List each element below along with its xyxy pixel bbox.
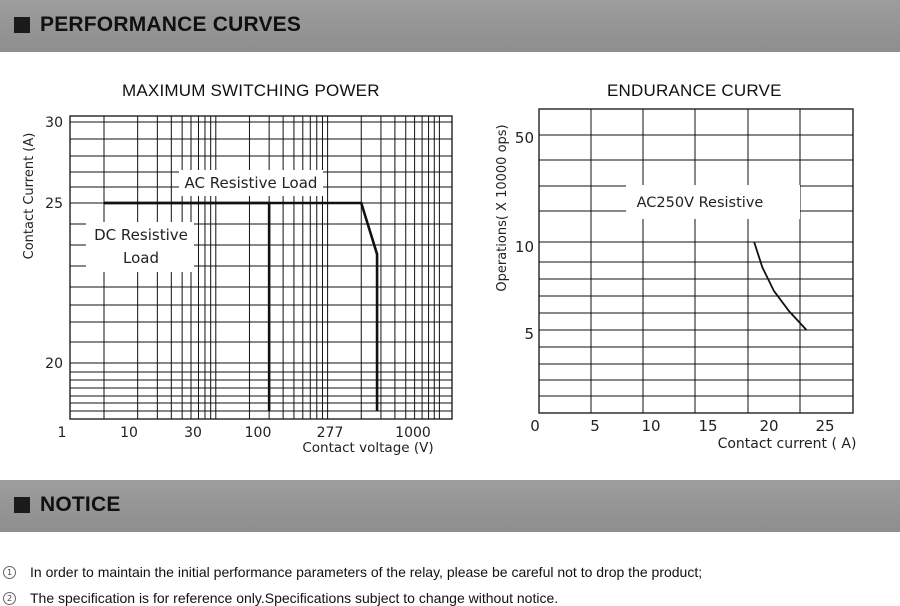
x-tick-label: 1 bbox=[57, 425, 67, 441]
notice-item bbox=[0, 590, 900, 606]
y-axis-label: Contact Current (A) bbox=[22, 132, 37, 260]
dc-resistive-load-label: Load bbox=[123, 249, 159, 267]
notice-title: NOTICE bbox=[40, 493, 121, 516]
ac250v-resistive-curve bbox=[754, 242, 806, 330]
y-tick-label: 25 bbox=[45, 196, 63, 212]
x-tick-label: 25 bbox=[815, 417, 835, 435]
y-tick-label: 5 bbox=[524, 325, 534, 343]
performance-curves-title: PERFORMANCE CURVES bbox=[40, 13, 302, 36]
y-tick-label: 10 bbox=[514, 238, 534, 256]
ac250v-resistive-label: AC250V Resistive bbox=[636, 195, 764, 211]
x-tick-label: 30 bbox=[184, 425, 202, 441]
section-square-icon bbox=[14, 497, 30, 513]
x-tick-label: 20 bbox=[759, 417, 779, 435]
switching-power-chart-title: MAXIMUM SWITCHING POWER bbox=[122, 81, 380, 100]
y-tick-label: 30 bbox=[45, 115, 63, 131]
notice-text: In order to maintain the initial performance parameters of the relay, please be careful not to drop the product; bbox=[30, 564, 703, 580]
y-axis-label: Operations( X 10000 ops) bbox=[495, 124, 510, 292]
x-tick-label: 100 bbox=[244, 425, 272, 441]
x-tick-label: 0 bbox=[530, 417, 540, 435]
notice-item bbox=[0, 564, 900, 584]
ac-resistive-load-label: AC Resistive Load bbox=[184, 174, 318, 192]
plot-border bbox=[539, 109, 853, 413]
x-tick-label: 10 bbox=[641, 417, 661, 435]
notice-number: 1 bbox=[3, 566, 16, 579]
x-tick-label: 1000 bbox=[395, 425, 431, 441]
x-tick-label: 5 bbox=[590, 417, 600, 435]
dc-resistive-load-label: DC Resistive bbox=[94, 226, 188, 244]
notice-number: 2 bbox=[3, 592, 16, 605]
endurance-chart-title: ENDURANCE CURVE bbox=[607, 81, 782, 100]
x-axis-label: Contact current ( A) bbox=[717, 436, 857, 452]
notice-text: The specification is for reference only.Specifications subject to change without notice. bbox=[30, 590, 559, 606]
x-tick-label: 15 bbox=[698, 417, 718, 435]
x-tick-label: 277 bbox=[316, 425, 344, 441]
x-tick-label: 10 bbox=[120, 425, 138, 441]
y-tick-label: 50 bbox=[514, 129, 534, 147]
y-tick-label: 20 bbox=[45, 356, 63, 372]
notice-header bbox=[0, 480, 900, 532]
x-axis-label: Contact voltage (V) bbox=[302, 440, 434, 456]
